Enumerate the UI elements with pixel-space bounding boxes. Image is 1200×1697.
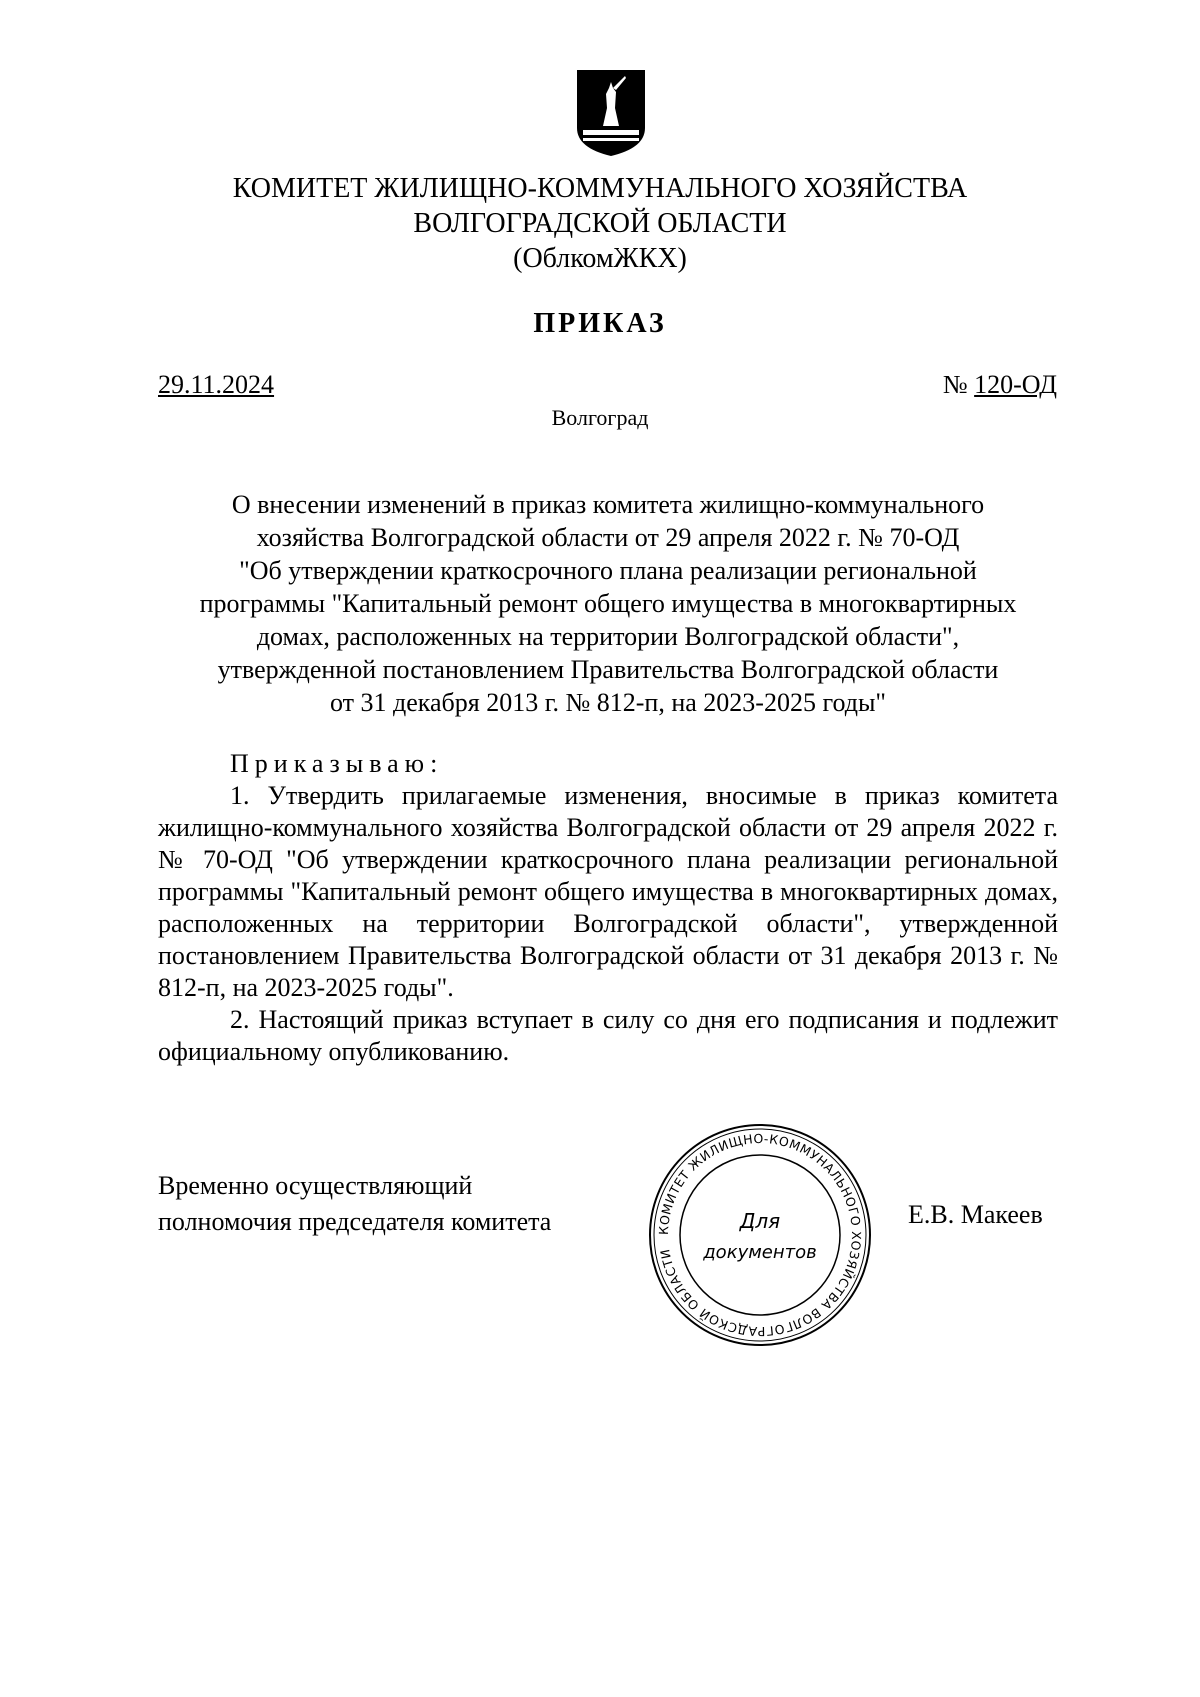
document-body [158, 748, 1058, 1068]
orders-word: Приказываю: [230, 749, 444, 778]
official-stamp [645, 1120, 875, 1350]
svg-text:КОМИТЕТ ЖИЛИЩНО-КОММУНАЛЬНОГО [656, 1131, 864, 1339]
document-title: ПРИКАЗ [533, 308, 667, 339]
number-prefix: № [942, 370, 968, 399]
subject-line: домах, расположенных на территории Волгоградской области", [256, 622, 960, 651]
paragraph-1: 1. Утвердить прилагаемые изменения, вносимые в приказ комитета жилищно-коммунального хозяйства Волгоградской области от 29 апреля 2022 г. № 70-ОД "Об утверждении краткосрочного плана реализации региональной программы "Капитальный ремонт общего имущества в многоквартирных домах, расположенных на территории Волгоградской области", утвержденной постановлением Правительства Волгоградской области от 31 декабря 2013 г. № 812-п, на 2023-2025 годы". [158, 781, 1058, 1002]
subject-line: хозяйства Волгоградской области от 29 апреля 2022 г. № 70-ОД [256, 523, 960, 552]
signatory-title [158, 1168, 551, 1240]
document-date: 29.11.2024 [158, 370, 275, 399]
subject-line: утвержденной постановлением Правительства Волгоградской области [217, 655, 999, 684]
stamp-center-line1: Для [739, 1209, 781, 1233]
signatory-name: Е.В. Макеев [908, 1200, 1043, 1229]
stamp-center-line2: документов [703, 1242, 817, 1263]
document-city: Волгоград [551, 405, 649, 430]
signatory-title-line2: полномочия председателя комитета [158, 1207, 552, 1236]
org-name-line2: ВОЛГОГРАДСКОЙ ОБЛАСТИ [413, 208, 787, 239]
subject-line: "Об утверждении краткосрочного плана реализации региональной [239, 556, 977, 585]
subject-line: О внесении изменений в приказ комитета жилищно-коммунального [231, 490, 985, 519]
document-subject [158, 488, 1058, 719]
subject-line: программы "Капитальный ремонт общего имущества в многоквартирных [199, 589, 1017, 618]
coat-of-arms-emblem [575, 68, 647, 158]
subject-line: от 31 декабря 2013 г. № 812-п, на 2023-2025 годы" [329, 688, 887, 717]
document-number [943, 370, 1057, 400]
number-value: 120-ОД [974, 370, 1057, 399]
paragraph-2: 2. Настоящий приказ вступает в силу со дня его подписания и подлежит официальному опубликованию. [158, 1005, 1058, 1066]
signatory-title-line1: Временно осуществляющий [158, 1171, 473, 1200]
org-abbreviation: (ОблкомЖКХ) [513, 243, 687, 274]
org-name-line1: КОМИТЕТ ЖИЛИЩНО-КОММУНАЛЬНОГО ХОЗЯЙСТВА [232, 173, 968, 204]
stamp-ring-text: КОМИТЕТ ЖИЛИЩНО-КОММУНАЛЬНОГО ХОЗЯЙСТВА ВОЛГОГРАДСКОЙ ОБЛАСТИ [655, 1130, 865, 1340]
